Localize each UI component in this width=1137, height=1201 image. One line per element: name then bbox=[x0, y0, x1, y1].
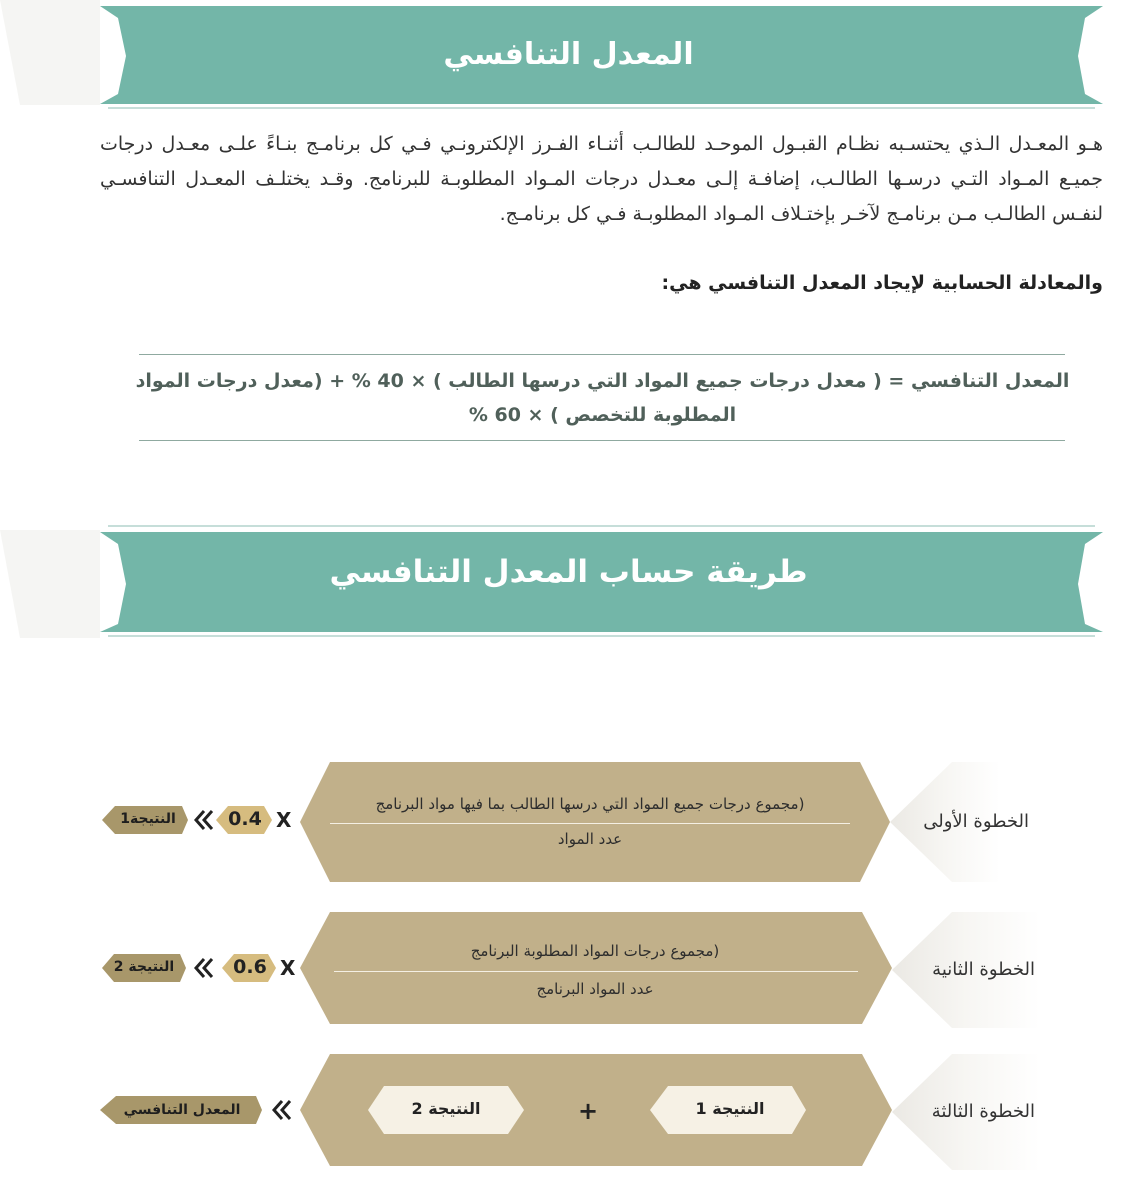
step-2-fraction-line bbox=[334, 971, 858, 972]
step-1-result: النتيجة1 bbox=[120, 811, 176, 827]
step-1-fraction-line bbox=[330, 823, 850, 824]
step-2-label: الخطوة الثانية bbox=[932, 959, 1035, 980]
formula-box bbox=[130, 364, 1075, 432]
step-2-multiply-sign: X bbox=[280, 956, 296, 980]
banner-title: المعدل التنافسي bbox=[443, 37, 694, 72]
step-1-multiply-sign: X bbox=[276, 808, 292, 832]
step-1-denominator: عدد المواد bbox=[557, 830, 623, 848]
step-2-denominator: عدد المواد البرنامج bbox=[536, 980, 654, 998]
step-1-numerator: (مجموع درجات جميع المواد التي درسها الطالب بما فيها مواد البرنامج bbox=[375, 795, 805, 813]
formula-heading: والمعادلة الحسابية لإيجاد المعدل التنافسي هي: bbox=[661, 272, 1103, 294]
step-1-fraction-shape bbox=[300, 762, 890, 882]
step-3-operand-1: النتيجة 1 bbox=[695, 1099, 765, 1118]
step-3-label: الخطوة الثالثة bbox=[931, 1101, 1035, 1122]
step-3-operand-2: النتيجة 2 bbox=[411, 1099, 481, 1118]
banner-title: طريقة حساب المعدل التنافسي bbox=[329, 554, 808, 590]
step-2-fraction-shape bbox=[300, 912, 892, 1024]
double-chevron-left-icon bbox=[196, 811, 212, 829]
formula-line-1: المعدل التنافسي = ( معدل درجات جميع المواد التي درسها الطالب ) × 40 % + (معدل درجات المواد bbox=[135, 370, 1070, 392]
step-2-result: النتيجة 2 bbox=[113, 959, 175, 975]
step-2-numerator: (مجموع درجات المواد المطلوبة البرنامج bbox=[470, 942, 720, 960]
step-1-factor: 0.4 bbox=[228, 808, 262, 830]
formula-bottom-divider bbox=[139, 440, 1065, 441]
step-3-result: المعدل التنافسي bbox=[123, 1102, 241, 1118]
step-3-plus-sign: + bbox=[578, 1097, 599, 1125]
formula-line-2: المطلوبة للتخصص ) × 60 % bbox=[468, 404, 737, 426]
step-1-label: الخطوة الأولى bbox=[923, 811, 1029, 832]
intro-paragraph: هـو المعـدل الـذي يحتسـبه نظـام القبـول الموحـد للطالـب أثنـاء الفـرز الإلكترونـي فـي كل برنامـج بنـاءً علـى معـدل درجات جميـع المـواد التـي درسـها الطالـب، إضافـة إلـى معـدل درجات المـواد المطلوبـة للبرنامج. وقـد يختلـف المعـدل التنافسـي لنفـس الطالـب مـن برنامـج لآخـر بإختـلاف المـواد المطلوبـة فـي كل برنامـج. bbox=[100, 133, 1103, 225]
double-chevron-left-icon bbox=[274, 1101, 290, 1119]
double-chevron-left-icon bbox=[196, 959, 212, 977]
formula-top-divider bbox=[139, 354, 1065, 355]
step-2-factor: 0.6 bbox=[233, 956, 267, 978]
